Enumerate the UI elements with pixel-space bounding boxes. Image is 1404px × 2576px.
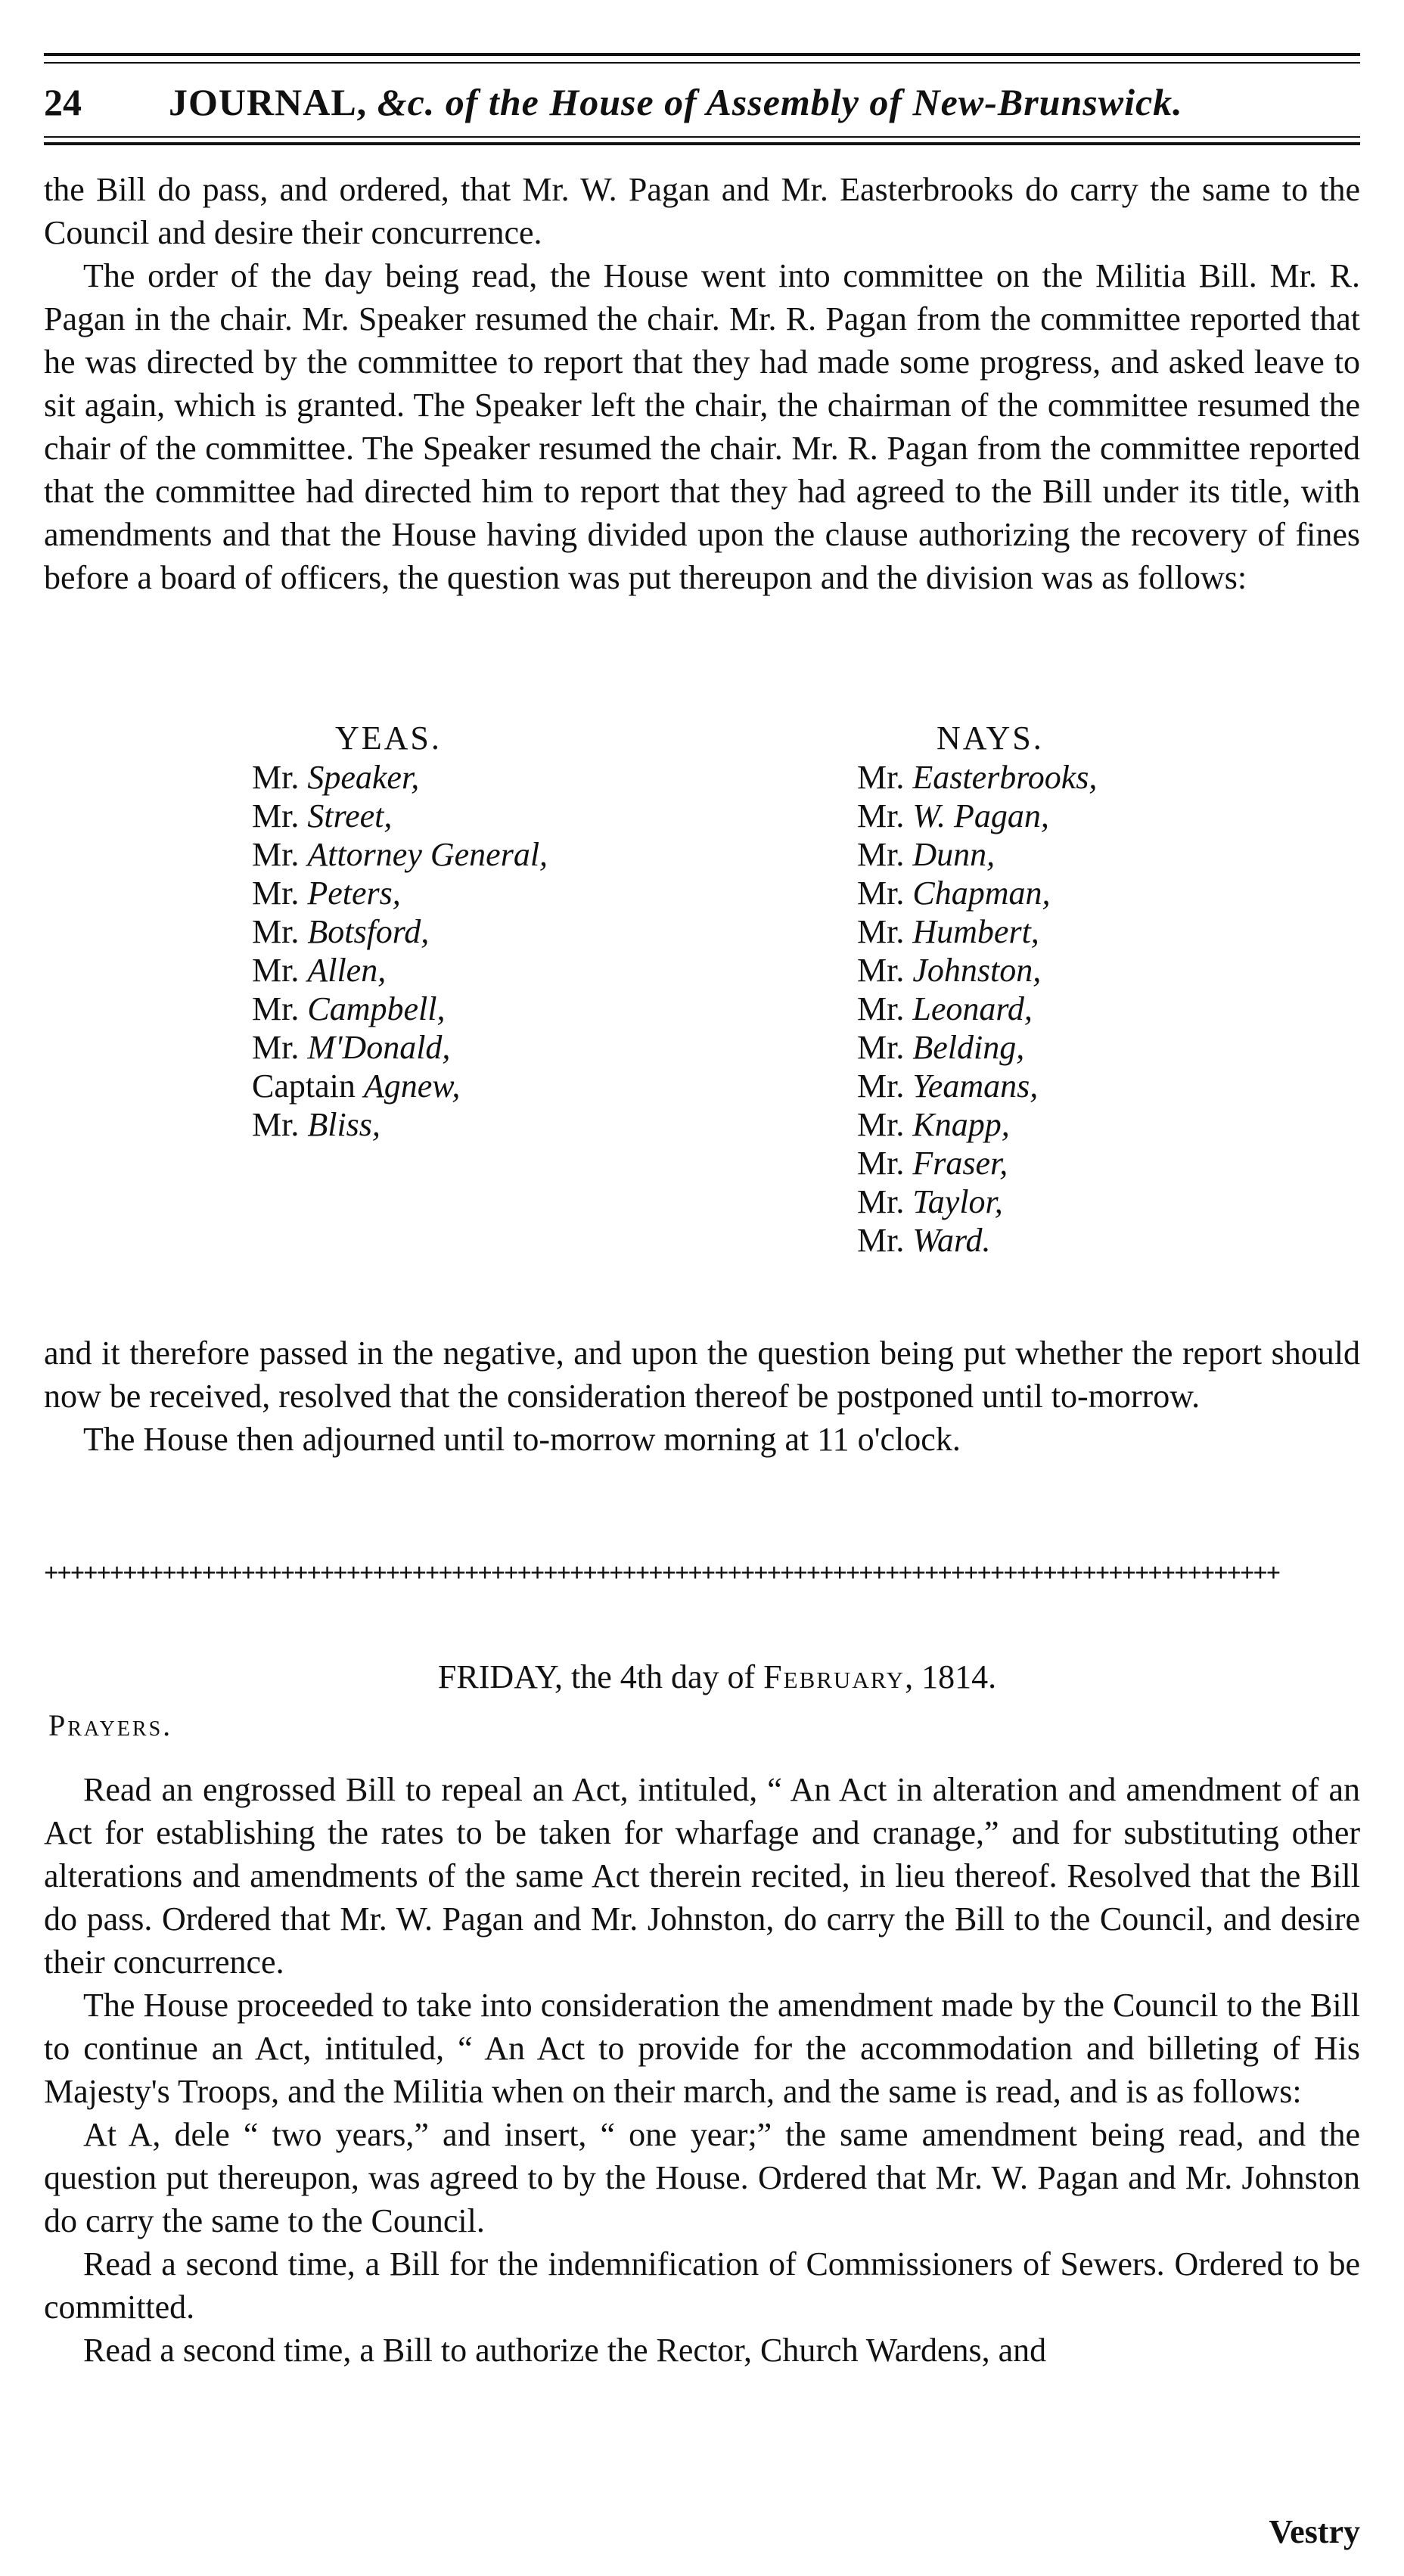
member-name: Campbell, — [307, 990, 446, 1027]
member-title: Mr. — [252, 836, 308, 873]
running-title — [169, 76, 1183, 129]
dateline-suffix: , 1814. — [905, 1658, 997, 1695]
member-name: Leonard, — [912, 990, 1033, 1027]
member-name: Easterbrooks, — [912, 759, 1098, 796]
paragraph-sewers: Read a second time, a Bill for the indemnification of Commissioners of Sewers. Ordered to be committed. — [44, 2245, 1360, 2326]
paragraph-engrossed-bill: Read an engrossed Bill to repeal an Act, intituled, “ An Act in alteration and amendment of an Act for establishing the rates to be taken for wharfage and cranage,” and for substituting other alterations and amendments of the same Act therein recited, in lieu thereof. Resolved that the Bill do pass. Ordered that Mr. W. Pagan and Mr. Johnston, do carry the Bill to the Council, and desire their concurrence. — [44, 1771, 1360, 1981]
member-title: Mr. — [857, 1067, 913, 1105]
post-division-text — [44, 1332, 1360, 1461]
nays-member — [857, 951, 1097, 990]
member-title: Mr. — [857, 1183, 913, 1220]
member-title: Mr. — [252, 990, 308, 1027]
paragraph-militia-bill: The order of the day being read, the House went into committee on the Militia Bill. Mr. R. Pagan in the chair. Mr. Speaker resumed the chair. Mr. R. Pagan from the committee reported that he was directed by the committee to report that they had made some progress, and asked leave to sit again, which is granted. The Speaker left the chair, the chairman of the committee resumed the chair of the committee. The Speaker resumed the chair. Mr. R. Pagan from the committee reported that the committee had directed him to report that they had agreed to the Bill under its title, with amendments and that the House having divided upon the clause authorizing the recovery of fines before a board of officers, the question was put thereupon and the division was as follows: — [44, 257, 1360, 596]
paragraph-negative: and it therefore passed in the negative, and upon the question being put whether the report should now be received, resolved that the consideration thereof be postponed until to-morrow. — [44, 1335, 1360, 1415]
member-title: Mr. — [857, 875, 913, 912]
member-name: Johnston, — [912, 952, 1042, 989]
member-name: Taylor, — [912, 1183, 1003, 1220]
yeas-member — [252, 758, 548, 797]
nays-member — [857, 835, 1097, 874]
header-rule — [44, 142, 1360, 145]
yeas-heading: YEAS. — [335, 719, 442, 757]
member-title: Mr. — [252, 797, 308, 834]
yeas-member — [252, 1028, 548, 1067]
nays-member — [857, 1067, 1097, 1105]
member-name: Knapp, — [912, 1106, 1010, 1143]
yeas-member — [252, 990, 548, 1028]
paragraph-bill-pass: the Bill do pass, and ordered, that Mr. W. Pagan and Mr. Easterbrooks do carry the same to the Council and desire their concurrence. — [44, 171, 1360, 251]
member-title: Mr. — [252, 759, 308, 796]
member-title: Mr. — [857, 913, 913, 950]
member-name: Peters, — [307, 875, 401, 912]
member-name: Allen, — [307, 952, 387, 989]
member-name: M'Donald, — [307, 1029, 451, 1066]
dateline-month: February — [763, 1658, 905, 1695]
paragraph-council-amendment: The House proceeded to take into consideration the amendment made by the Council to the Bill to continue an Act, intituled, “ An Act to provide for the accommodation and billeting of His Majesty's Troops, and the Militia when on their march, and the same is read, and is as follows: — [44, 1987, 1360, 2110]
member-name: Street, — [307, 797, 393, 834]
nays-list — [857, 758, 1097, 1260]
member-title: Captain — [252, 1067, 364, 1105]
nays-member — [857, 797, 1097, 835]
member-name: Humbert, — [912, 913, 1039, 950]
yeas-member — [252, 1067, 548, 1105]
nays-heading: NAYS. — [937, 719, 1044, 757]
running-header — [44, 76, 1360, 129]
member-name: Attorney General, — [307, 836, 548, 873]
nays-member — [857, 758, 1097, 797]
member-name: Yeamans, — [912, 1067, 1039, 1105]
member-name: Fraser, — [912, 1145, 1008, 1182]
yeas-member — [252, 835, 548, 874]
member-title: Mr. — [857, 836, 913, 873]
yeas-list — [252, 758, 548, 1144]
dateline — [44, 1655, 1360, 1698]
member-title: Mr. — [857, 1029, 913, 1066]
member-title: Mr. — [252, 875, 308, 912]
member-name: Speaker, — [307, 759, 420, 796]
nays-member — [857, 1105, 1097, 1144]
member-name: Dunn, — [912, 836, 996, 873]
top-rule-thin — [44, 62, 1360, 64]
member-name: Ward. — [912, 1222, 991, 1259]
yeas-member — [252, 912, 548, 951]
nays-member — [857, 1182, 1097, 1221]
member-title: Mr. — [252, 913, 308, 950]
prayers-heading: Prayers. — [48, 1708, 173, 1742]
member-name: Chapman, — [912, 875, 1051, 912]
yeas-member — [252, 1105, 548, 1144]
member-name: W. Pagan, — [912, 797, 1049, 834]
dateline-prefix: FRIDAY, the 4th day of — [437, 1658, 764, 1695]
member-name: Botsford, — [307, 913, 430, 950]
paragraph-dele-two-years: At A, dele “ two years,” and insert, “ one year;” the same amendment being read, and the question put thereupon, was agreed to by the House. Ordered that Mr. W. Pagan and Mr. Johnston do carry the same to the Council. — [44, 2116, 1360, 2239]
member-name: Agnew, — [363, 1067, 461, 1105]
top-rule — [44, 53, 1360, 56]
member-title: Mr. — [857, 1106, 913, 1143]
member-title: Mr. — [252, 952, 308, 989]
paragraph-adjourned: The House then adjourned until to-morrow morning at 11 o'clock. — [83, 1421, 961, 1458]
yeas-member — [252, 951, 548, 990]
running-title-main: JOURNAL, — [169, 81, 377, 123]
yeas-member — [252, 797, 548, 835]
member-title: Mr. — [252, 1106, 308, 1143]
nays-member — [857, 1028, 1097, 1067]
header-rule-thin — [44, 136, 1360, 138]
running-title-italic: &c. of the House of Assembly of New-Brunswick. — [377, 81, 1183, 123]
paragraph-rector: Read a second time, a Bill to authorize the Rector, Church Wardens, and — [83, 2332, 1047, 2369]
friday-proceedings — [44, 1768, 1360, 2372]
member-title: Mr. — [857, 952, 913, 989]
member-name: Belding, — [912, 1029, 1025, 1066]
journal-page — [44, 45, 1360, 2550]
nays-member — [857, 912, 1097, 951]
member-name: Bliss, — [307, 1106, 381, 1143]
opening-text — [44, 168, 1360, 599]
nays-member — [857, 1144, 1097, 1182]
page-number: 24 — [44, 81, 82, 123]
yeas-member — [252, 874, 548, 912]
member-title: Mr. — [857, 990, 913, 1027]
nays-member — [857, 874, 1097, 912]
ornamental-divider: ++++++++++++++++++++++++++++++++++++++++++++++++++++++++++++++++++++++++++++++++++++++++++++++ — [44, 1559, 1280, 1587]
yeas-column — [252, 719, 548, 1144]
nays-member — [857, 1221, 1097, 1260]
member-title: Mr. — [857, 759, 913, 796]
catchword: Vestry — [1269, 2513, 1360, 2550]
member-title: Mr. — [857, 1145, 913, 1182]
member-title: Mr. — [857, 797, 913, 834]
division-lists — [44, 719, 1360, 1324]
member-title: Mr. — [252, 1029, 308, 1066]
member-title: Mr. — [857, 1222, 913, 1259]
nays-member — [857, 990, 1097, 1028]
nays-column — [857, 719, 1097, 1260]
